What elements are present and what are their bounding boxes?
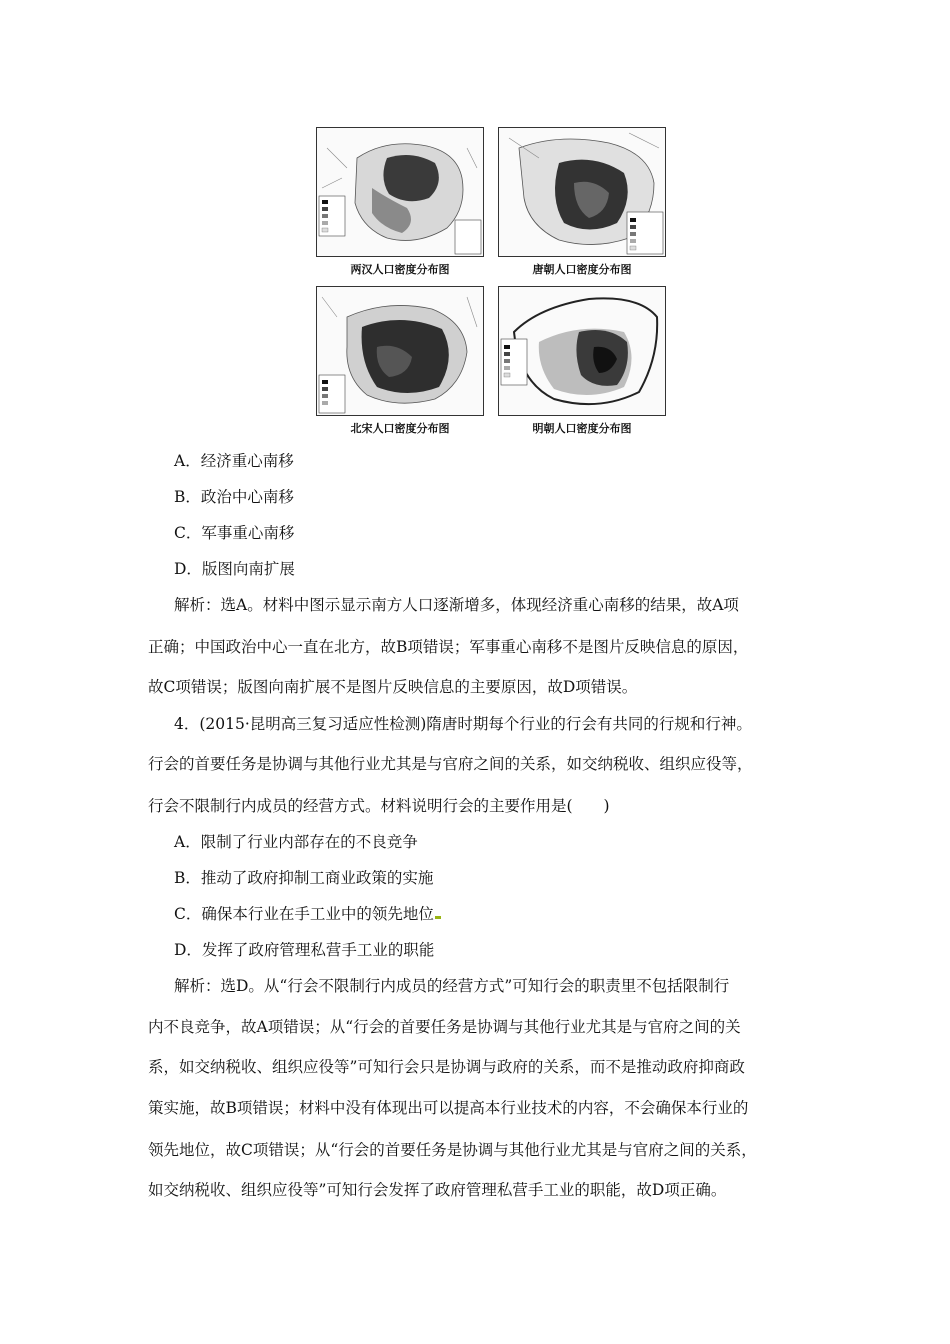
q4-option-b: B．推动了政府抑制工商业政策的实施 bbox=[174, 869, 434, 887]
q3-option-c: C．军事重心南移 bbox=[174, 524, 295, 542]
q4-analysis-line-3: 系，如交纳税收、组织应役等”可知行会只是协调与政府的关系，而不是推动政府抑商政 bbox=[148, 1058, 745, 1076]
q3-analysis-line-3: 故C项错误；版图向南扩展不是图片反映信息的主要原因，故D项错误。 bbox=[148, 678, 638, 696]
northern-song-population-map-figure bbox=[316, 286, 484, 441]
highlight-mark bbox=[435, 916, 441, 919]
q4-option-d: D．发挥了政府管理私营手工业的职能 bbox=[174, 941, 435, 959]
northern-song-population-map bbox=[316, 286, 484, 416]
q4-analysis-line-6: 如交纳税收、组织应役等”可知行会发挥了政府管理私营手工业的职能，故D项正确。 bbox=[148, 1181, 727, 1199]
q4-analysis-line-4: 策实施，故B项错误；材料中没有体现出可以提高本行业技术的内容，不会确保本行业的 bbox=[148, 1099, 749, 1117]
ming-population-map bbox=[498, 286, 666, 416]
q4-option-a: A．限制了行业内部存在的不良竞争 bbox=[174, 833, 418, 851]
han-population-map bbox=[316, 127, 484, 257]
population-density-figures bbox=[316, 127, 684, 445]
tang-population-map bbox=[498, 127, 666, 257]
han-map-caption: 两汉人口密度分布图 bbox=[350, 263, 450, 276]
ming-population-map-figure bbox=[498, 286, 666, 441]
q4-stem-line-2: 行会的首要任务是协调与其他行业尤其是与官府之间的关系，如交纳税收、组织应役等， bbox=[148, 755, 753, 773]
northern-song-map-caption: 北宋人口密度分布图 bbox=[350, 422, 450, 435]
q3-analysis-line-1: 解析：选A。材料中图示显示南方人口逐渐增多，体现经济重心南移的结果，故A项 bbox=[174, 596, 739, 614]
q4-option-c-row bbox=[174, 904, 441, 924]
q4-analysis-line-2: 内不良竞争，故A项错误；从“行会的首要任务是协调与其他行业尤其是与官府之间的关 bbox=[148, 1018, 741, 1036]
tang-population-map-figure bbox=[498, 127, 666, 282]
q4-option-c: C．确保本行业在手工业中的领先地位 bbox=[174, 905, 434, 923]
q4-analysis-line-5: 领先地位，故C项错误；从“行会的首要任务是协调与其他行业尤其是与官府之间的关系， bbox=[148, 1141, 757, 1159]
q4-stem-line-3: 行会不限制行内成员的经营方式。材料说明行会的主要作用是( ) bbox=[148, 797, 610, 815]
q3-analysis-line-2: 正确；中国政治中心一直在北方，故B项错误；军事重心南移不是图片反映信息的原因， bbox=[148, 638, 749, 656]
q4-stem-line-1: 4．(2015·昆明高三复习适应性检测)隋唐时期每个行业的行会有共同的行规和行神。 bbox=[174, 715, 752, 733]
q3-option-d: D．版图向南扩展 bbox=[174, 560, 295, 578]
q3-option-b: B．政治中心南移 bbox=[174, 488, 294, 506]
han-population-map-figure bbox=[316, 127, 484, 282]
q3-option-a: A．经济重心南移 bbox=[174, 452, 294, 470]
q4-analysis-line-1: 解析：选D。从“行会不限制行内成员的经营方式”可知行会的职责里不包括限制行 bbox=[174, 977, 730, 995]
tang-map-caption: 唐朝人口密度分布图 bbox=[532, 263, 632, 276]
ming-map-caption: 明朝人口密度分布图 bbox=[532, 422, 632, 435]
